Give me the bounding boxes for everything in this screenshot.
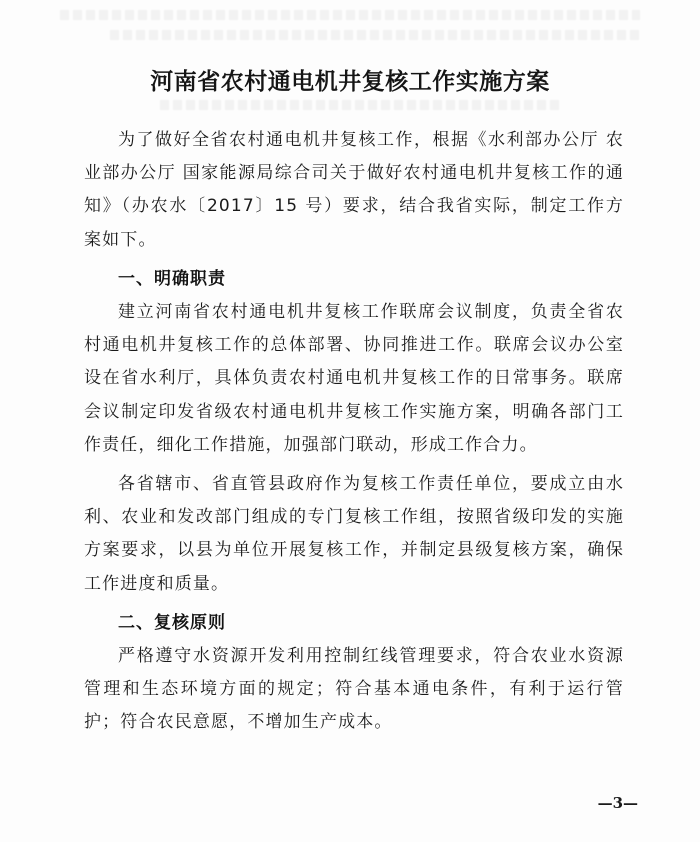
intro-paragraph: 为了做好全省农村通电机井复核工作，根据《水利部办公厅 农业部办公厅 国家能源局综合司关于做好农村通电机井复核工作的通知》（办农水〔2017〕15 号）要求，结合我省实际，制定工作方案如下。 (84, 130, 624, 250)
document-title: 河南省农村通电机井复核工作实施方案 (150, 68, 550, 95)
scan-bleed-through (110, 30, 640, 40)
scan-bleed-through (160, 100, 560, 110)
section-paragraph: 严格遵守水资源开发利用控制红线管理要求，符合农业水资源管理和生态环境方面的规定；符合基本通电条件，有利于运行管护；符合农民意愿，不增加生产成本。 (84, 646, 624, 733)
page-number: —3— (597, 794, 638, 812)
scan-bleed-through (60, 10, 640, 20)
section-paragraph: 各省辖市、省直管县政府作为复核工作责任单位，要成立由水利、农业和发改部门组成的专门复核工作组，按照省级印发的实施方案要求，以县为单位开展复核工作，并制定县级复核方案，确保工作进度和质量。 (84, 474, 624, 594)
document-body (84, 124, 624, 740)
section-paragraph: 建立河南省农村通电机井复核工作联席会议制度，负责全省农村通电机井复核工作的总体部署、协同推进工作。联席会议办公室设在省水利厅，具体负责农村通电机井复核工作的日常事务。联席会议制定印发省级农村通电机井复核工作实施方案，明确各部门工作责任，细化工作措施，加强部门联动，形成工作合力。 (84, 302, 624, 455)
section-heading-principles: 二、复核原则 (118, 612, 226, 633)
section-heading-duties: 一、明确职责 (118, 268, 226, 289)
